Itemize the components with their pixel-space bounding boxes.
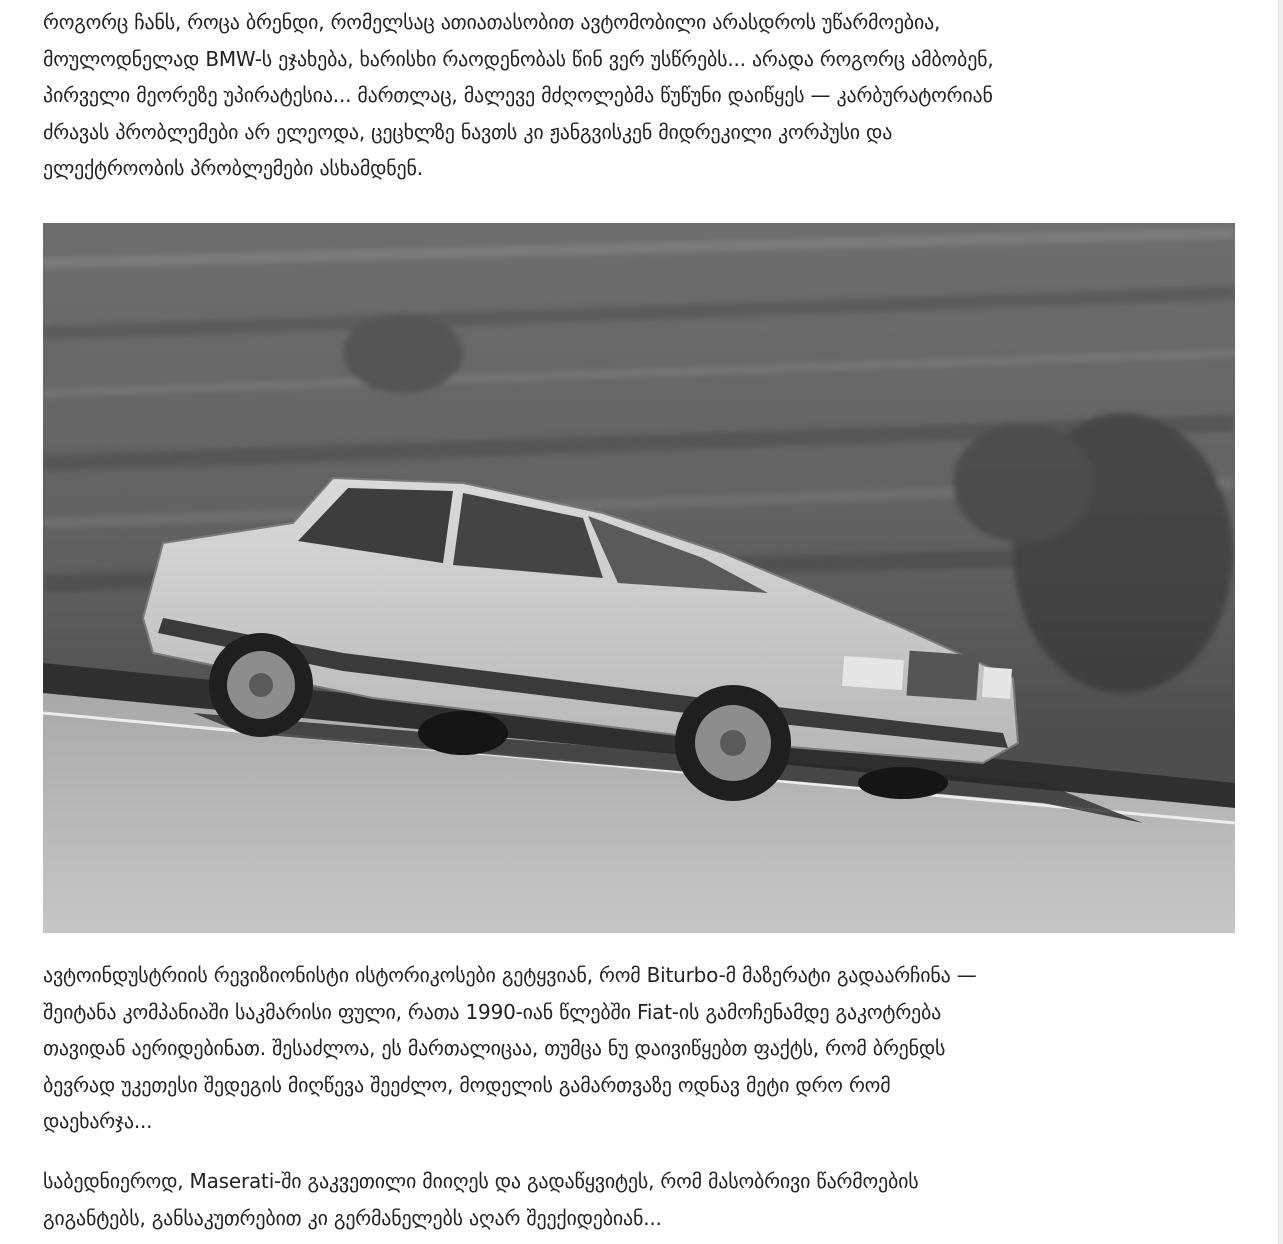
- car-photo-illustration: [43, 223, 1235, 933]
- article-photo: [43, 223, 1235, 933]
- paragraph-line: ბევრად უკეთესი შედეგის მიღწევა შეეძლო, მოდელის გამართვაზე ოდნავ მეტი დრო რომ: [43, 1072, 891, 1097]
- paragraph-intro: [43, 4, 994, 187]
- paragraph-line: პირველი მეორეზე უპირატესია... მართლაც, მალევე მძღოლებმა წუწუნი დაიწყეს — კარბურატორიან: [43, 83, 993, 107]
- scrollbar-track[interactable]: [1278, 0, 1283, 1244]
- paragraph-line: მოულოდნელად BMW-ს ეჯახება, ხარისხი რაოდენობას წინ ვერ უსწრებს... არადა როგორც ამბობენ,: [43, 46, 994, 71]
- front-wheel: [675, 685, 791, 801]
- paragraph-line: ძრავას პრობლემები არ ელეოდა, ცეცხლზე ნავთს კი ჟანგვისკენ მიდრეკილი კორპუსი და: [43, 119, 893, 144]
- paragraph-biturbo: [43, 957, 977, 1140]
- paragraph-maserati: [43, 1163, 919, 1236]
- paragraph-line: დაეხარჯა...: [43, 1109, 153, 1133]
- paragraph-line: გიგანტებს, განსაკუთრებით კი გერმანელებს აღარ შეექიდებიან...: [43, 1205, 662, 1230]
- paragraph-line: შეიტანა კომპანიაში საკმარისი ფული, რათა 1990-იან წლებში Fiat-ის გამოჩენამდე გაკოტრება: [43, 999, 942, 1024]
- paragraph-line: როგორც ჩანს, როცა ბრენდი, რომელსაც ათიათასობით ავტომობილი არასდროს უწარმოებია,: [43, 10, 941, 34]
- paragraph-line: ელექტროობის პრობლემები ასხამდნენ.: [43, 156, 423, 180]
- paragraph-line: საბედნიეროდ, Maserati-ში გაკვეთილი მიიღეს და გადაწყვიტეს, რომ მასობრივი წარმოების: [43, 1169, 919, 1193]
- paragraph-line: ავტოინდუსტრიის რევიზიონისტი ისტორიკოსები გეტყვიან, რომ Biturbo-მ მაზერატი გადაარჩინა —: [43, 963, 977, 987]
- rear-wheel: [209, 633, 313, 737]
- paragraph-line: თავიდან აერიდებინათ. შესაძლოა, ეს მართალიცაა, თუმცა ნუ დაივიწყებთ ფაქტს, რომ ბრენდს: [43, 1036, 946, 1060]
